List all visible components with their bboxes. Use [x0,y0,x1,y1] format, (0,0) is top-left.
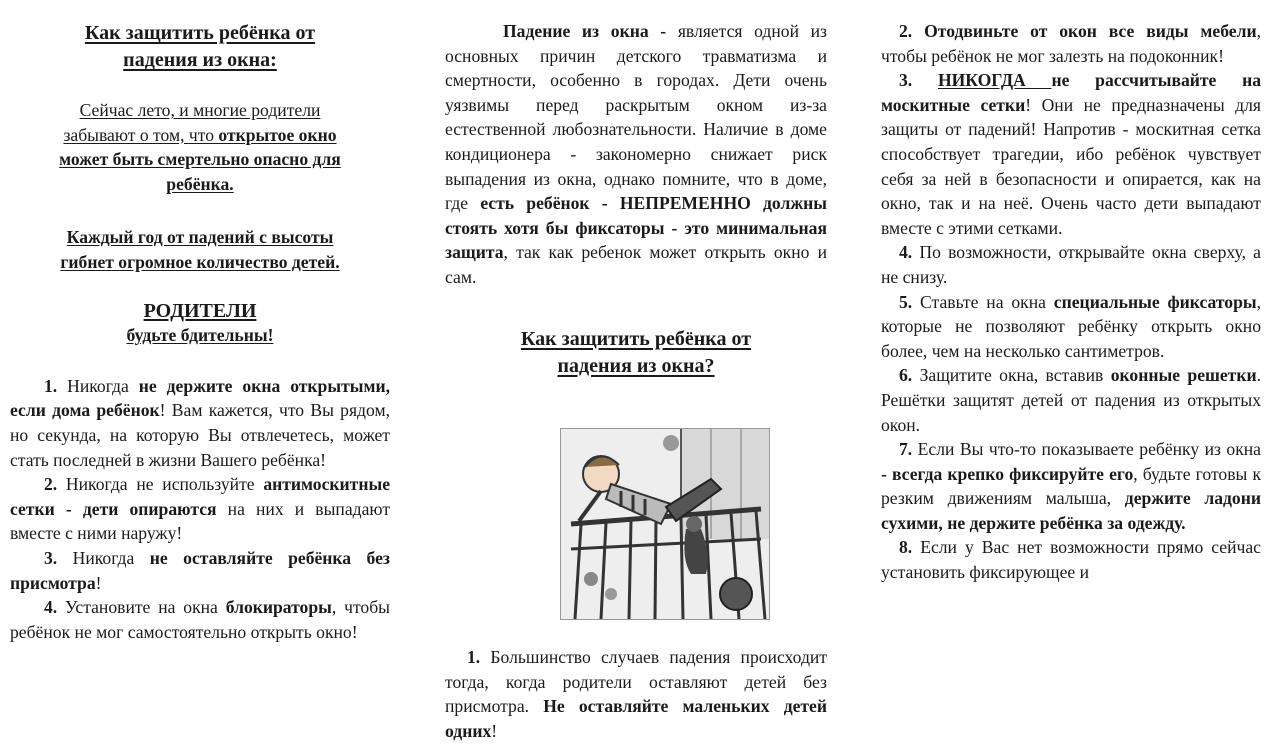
column-right [881,0,1261,585]
tip-8: 8. Если у Вас нет возможности прямо сейчас установить фиксирующее и [881,537,1261,583]
rule-1: 1. Никогда не держите окна открытыми, если дома ребёнок! Вам кажется, что Вы рядом, но секунда, на которую Вы отвлечетесь, может стать последней в жизни Вашего ребёнка! [10,375,390,470]
title-how-to-protect: Как защитить ребёнка от падения из окна: [84,22,316,71]
title-how-to-protect-question: Как защитить ребёнка от падения из окна? [520,327,752,377]
child-on-balcony-illustration [560,428,770,620]
tip-2: 2. Отодвиньте от окон все виды мебели, чтобы ребёнок не мог залезть на подоконник! [881,21,1261,66]
tip-3: 3. НИКОГДА не рассчитывайте на москитные сетки! Они не предназначены для защиты от падений! Напротив - москитная сетка способствует трагедии, ибо ребёнок чувствует себя за ней в безопасности и опирается, как на окно, так и на неё. Очень часто дети выпадают вместе с этими сетками. [881,70,1261,238]
rule-2: 2. Никогда не используйте антимоскитные сетки - дети опираются на них и выпадают вместе с ними наружу! [10,474,391,544]
tip-1: 1. Большинство случаев падения происходит тогда, когда родители оставляют детей без присмотра. Не оставляйте маленьких детей одних! [445,647,827,741]
column-middle [445,0,828,741]
intro-paragraph: Сейчас лето, и многие родители забывают о том, что открытое окно может быть смертельно опасно для ребёнка. [59,100,341,194]
statistics-paragraph: Каждый год от падений с высоты гибнет огромное количество детей. [60,227,340,272]
parents-heading: РОДИТЕЛИ будьте бдительны! [126,299,274,346]
column-left [10,0,390,644]
child-on-balcony-drawing [561,429,769,619]
tip-5: 5. Ставьте на окна специальные фиксаторы, которые не позволяют ребёнку открыть окно более, чем на несколько сантиметров. [881,291,1261,361]
rule-4: 4. Установите на окна блокираторы, чтобы ребёнок не мог самостоятельно открыть окно! [10,597,391,642]
tip-6: 6. Защитите окна, вставив оконные решетки. Решётки защитят детей от падения из открытых окон. [881,365,1261,435]
tip-4: 4. По возможности, открывайте окна сверху, а не снизу. [881,242,1261,287]
rules-list [10,374,390,645]
window-fall-paragraph: Падение из окна - является одной из основных причин детского травматизма и смертности, особенно в городах. Дети очень уязвимы перед раскрытым окном из-за естественной любознательности. Наличие в доме кондиционера - закономерно снижает риск выпадения из окна, однако помните, что в доме, где есть ребёнок - НЕПРЕМЕННО должны стоять хотя бы фиксаторы - это минимальная защита, так как ребенок может открыть окно и сам. [445,21,828,287]
tip-7: 7. Если Вы что-то показываете ребёнку из окна - всегда крепко фиксируйте его, будьте готовы к резким движениям малыша, держите ладони сухими, не держите ребёнка за одежду. [881,439,1261,533]
rule-3: 3. Никогда не оставляйте ребёнка без присмотра! [10,547,390,593]
